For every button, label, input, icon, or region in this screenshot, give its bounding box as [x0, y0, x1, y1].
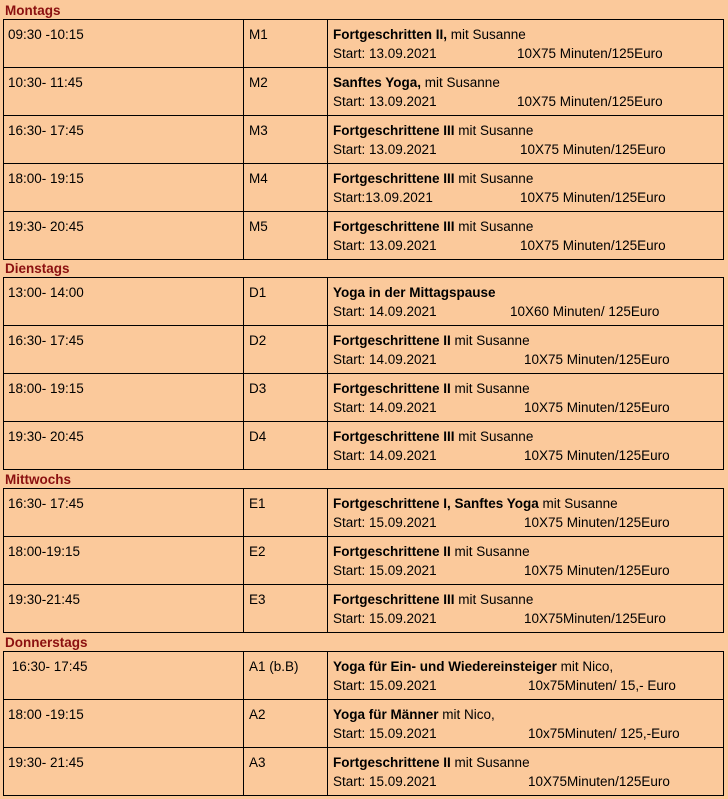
instructor-text: mit Susanne: [447, 27, 526, 42]
course-description-cell: [328, 374, 724, 422]
course-code-cell: M5: [244, 212, 328, 260]
price-info: 10X75Minuten/125Euro: [528, 774, 670, 789]
course-code-cell: D3: [244, 374, 328, 422]
course-title-line: [333, 217, 723, 236]
day-header: Mittwochs: [5, 472, 71, 487]
price-info: 10X75 Minuten/125Euro: [520, 238, 666, 253]
course-description-cell: [328, 748, 724, 796]
time-cell: 16:30- 17:45: [4, 326, 244, 374]
course-code-cell: D2: [244, 326, 328, 374]
day-table: [3, 19, 724, 260]
time-cell: 16:30- 17:45: [4, 489, 244, 537]
start-date: Start: 15.09.2021: [333, 515, 437, 530]
course-title-line: [333, 283, 723, 302]
course-title: Fortgeschrittene I, Sanftes Yoga: [333, 496, 539, 511]
time-cell: 19:30- 20:45: [4, 212, 244, 260]
start-date: Start: 13.09.2021: [333, 94, 437, 109]
course-description-cell: [328, 116, 724, 164]
course-code-cell: E2: [244, 537, 328, 585]
schedule-row: [4, 585, 724, 633]
course-title-line: [333, 494, 723, 513]
start-date: Start: 14.09.2021: [333, 400, 437, 415]
course-details-line: [333, 446, 723, 465]
start-date: Start: 15.09.2021: [333, 774, 437, 789]
instructor-text: mit Susanne: [421, 75, 500, 90]
course-description-cell: [328, 212, 724, 260]
course-description-cell: [328, 422, 724, 470]
course-details-line: [333, 302, 723, 321]
course-code-cell: E3: [244, 585, 328, 633]
course-code-cell: A2: [244, 700, 328, 748]
instructor-text: mit Nico,: [438, 707, 495, 722]
schedule-row: [4, 652, 724, 700]
course-title-line: [333, 25, 723, 44]
course-description-cell: [328, 585, 724, 633]
course-title: Yoga für Männer: [333, 707, 439, 722]
time-cell: 10:30- 11:45: [4, 68, 244, 116]
course-details-line: [333, 513, 723, 532]
start-date: Start:13.09.2021: [333, 190, 433, 205]
course-title: Fortgeschrittene III: [333, 123, 455, 138]
course-details-line: [333, 676, 723, 695]
course-title-line: [333, 331, 723, 350]
instructor-text: mit Susanne: [450, 333, 530, 348]
price-info: 10X75 Minuten/125Euro: [517, 46, 663, 61]
course-code-cell: D4: [244, 422, 328, 470]
instructor-text: mit Nico,: [556, 659, 614, 674]
course-title: Yoga in der Mittagspause: [333, 285, 496, 300]
course-title: Fortgeschritten II,: [333, 27, 448, 42]
course-title: Fortgeschrittene III: [333, 171, 455, 186]
start-date: Start: 15.09.2021: [333, 726, 437, 741]
course-title-line: [333, 657, 723, 676]
schedule-row: [4, 164, 724, 212]
start-date: Start: 15.09.2021: [333, 678, 437, 693]
schedule-row: [4, 116, 724, 164]
course-details-line: [333, 236, 723, 255]
course-title-line: [333, 73, 723, 92]
course-description-cell: [328, 278, 724, 326]
course-title-line: [333, 590, 723, 609]
start-date: Start: 13.09.2021: [333, 142, 437, 157]
price-info: 10X75 Minuten/125Euro: [520, 142, 666, 157]
course-title-line: [333, 705, 723, 724]
price-info: 10X75Minuten/125Euro: [524, 611, 666, 626]
schedule-row: [4, 422, 724, 470]
instructor-text: mit Susanne: [450, 381, 530, 396]
schedule-row: [4, 700, 724, 748]
price-info: 10X75 Minuten/125Euro: [524, 400, 670, 415]
course-title: Fortgeschrittene II: [333, 381, 451, 396]
day-table: [3, 277, 724, 470]
instructor-text: mit Susanne: [454, 171, 534, 186]
time-cell: 19:30- 20:45: [4, 422, 244, 470]
course-code-cell: M3: [244, 116, 328, 164]
time-cell: 09:30 -10:15: [4, 20, 244, 68]
instructor-text: mit Susanne: [454, 123, 534, 138]
price-info: 10X75 Minuten/125Euro: [524, 563, 670, 578]
course-code-cell: M2: [244, 68, 328, 116]
price-info: 10x75Minuten/ 15,- Euro: [528, 678, 676, 693]
day-header: Donnerstags: [5, 635, 88, 650]
course-code-cell: E1: [244, 489, 328, 537]
course-title: Fortgeschrittene II: [333, 755, 451, 770]
schedule-row: [4, 212, 724, 260]
course-title: Fortgeschrittene III: [333, 592, 455, 607]
schedule-row: [4, 374, 724, 422]
course-description-cell: [328, 164, 724, 212]
price-info: 10X75 Minuten/125Euro: [524, 515, 670, 530]
course-code-cell: D1: [244, 278, 328, 326]
instructor-text: mit Susanne: [538, 496, 618, 511]
start-date: Start: 14.09.2021: [333, 352, 437, 367]
course-title: Sanftes Yoga,: [333, 75, 422, 90]
day-table: [3, 651, 724, 796]
price-info: 10x75Minuten/ 125,-Euro: [528, 726, 680, 741]
schedule-row: [4, 20, 724, 68]
instructor-text: mit Susanne: [450, 544, 530, 559]
course-title-line: [333, 427, 723, 446]
course-details-line: [333, 398, 723, 417]
time-cell: 19:30-21:45: [4, 585, 244, 633]
price-info: 10X75 Minuten/125Euro: [517, 94, 663, 109]
time-cell: 18:00- 19:15: [4, 374, 244, 422]
start-date: Start: 13.09.2021: [333, 46, 437, 61]
course-title-line: [333, 753, 723, 772]
schedule-row: [4, 537, 724, 585]
day-header: Montags: [5, 3, 61, 18]
course-code-cell: A1 (b.B): [244, 652, 328, 700]
day-header: Dienstags: [5, 261, 70, 276]
course-title-line: [333, 379, 723, 398]
time-cell: 18:00 -19:15: [4, 700, 244, 748]
instructor-text: mit Susanne: [450, 755, 530, 770]
time-cell: 13:00- 14:00: [4, 278, 244, 326]
course-title: Fortgeschrittene III: [333, 429, 455, 444]
schedule-row: [4, 278, 724, 326]
schedule-row: [4, 489, 724, 537]
course-details-line: [333, 772, 723, 791]
start-date: Start: 15.09.2021: [333, 563, 437, 578]
start-date: Start: 15.09.2021: [333, 611, 437, 626]
course-details-line: [333, 350, 723, 369]
course-details-line: [333, 724, 723, 743]
schedule-row: [4, 326, 724, 374]
course-details-line: [333, 561, 723, 580]
course-title: Fortgeschrittene II: [333, 333, 451, 348]
schedule-row: [4, 68, 724, 116]
course-description-cell: [328, 489, 724, 537]
time-cell: 16:30- 17:45: [4, 652, 244, 700]
course-details-line: [333, 92, 723, 111]
course-title-line: [333, 169, 723, 188]
time-cell: 18:00- 19:15: [4, 164, 244, 212]
course-title-line: [333, 542, 723, 561]
start-date: Start: 14.09.2021: [333, 304, 437, 319]
instructor-text: mit Susanne: [454, 429, 534, 444]
course-description-cell: [328, 700, 724, 748]
course-description-cell: [328, 652, 724, 700]
course-code-cell: A3: [244, 748, 328, 796]
course-code-cell: M1: [244, 20, 328, 68]
course-description-cell: [328, 326, 724, 374]
course-code-cell: M4: [244, 164, 328, 212]
course-title: Fortgeschrittene III: [333, 219, 455, 234]
course-details-line: [333, 188, 723, 207]
course-description-cell: [328, 68, 724, 116]
schedule-row: [4, 748, 724, 796]
instructor-text: mit Susanne: [454, 592, 534, 607]
course-details-line: [333, 140, 723, 159]
course-title: Fortgeschrittene II: [333, 544, 451, 559]
price-info: 10X75 Minuten/125Euro: [520, 190, 666, 205]
course-details-line: [333, 44, 723, 63]
instructor-text: mit Susanne: [454, 219, 534, 234]
price-info: 10X75 Minuten/125Euro: [524, 352, 670, 367]
start-date: Start: 14.09.2021: [333, 448, 437, 463]
course-description-cell: [328, 537, 724, 585]
course-title-line: [333, 121, 723, 140]
course-title: Yoga für Ein- und Wiedereinsteiger: [333, 659, 557, 674]
time-cell: 19:30- 21:45: [4, 748, 244, 796]
time-cell: 18:00-19:15: [4, 537, 244, 585]
course-description-cell: [328, 20, 724, 68]
start-date: Start: 13.09.2021: [333, 238, 437, 253]
course-details-line: [333, 609, 723, 628]
price-info: 10X60 Minuten/ 125Euro: [510, 304, 660, 319]
price-info: 10X75 Minuten/125Euro: [524, 448, 670, 463]
day-table: [3, 488, 724, 633]
time-cell: 16:30- 17:45: [4, 116, 244, 164]
